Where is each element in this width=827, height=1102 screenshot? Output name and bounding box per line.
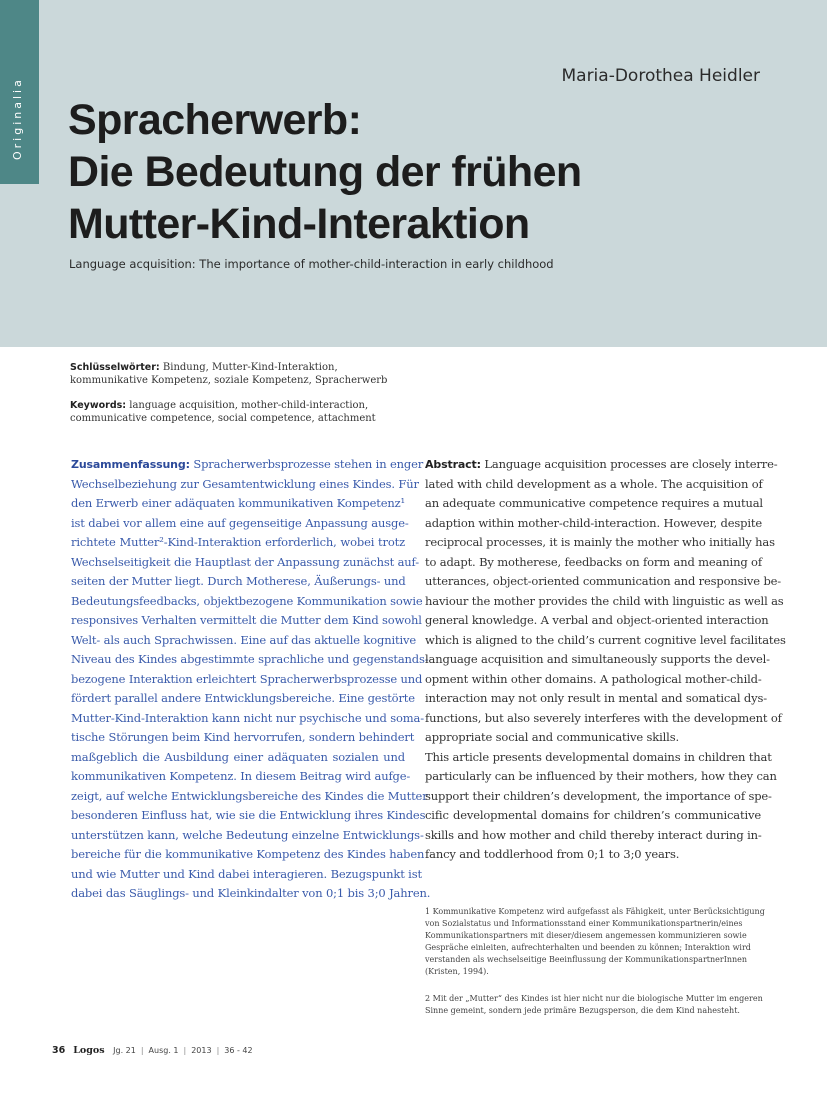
- keywords-line: [70, 361, 387, 374]
- text-line: kommunikativen Kompetenz. In diesem Beitrag wird aufge-: [71, 769, 411, 783]
- title-line: Mutter-Kind-Interaktion: [68, 200, 530, 248]
- text-line: Mutter-Kind-Interaktion kann nicht nur psychische und soma-: [71, 710, 424, 725]
- section-tab-label: Originalia: [11, 77, 24, 160]
- footnote-line: 1 Kommunikative Kompetenz wird aufgefasst als Fähigkeit, unter Berücksichtigung: [425, 907, 765, 916]
- text-line: fancy and toddlerhood from 0;1 to 3;0 years.: [425, 847, 680, 861]
- text-line: utterances, object-oriented communication and responsive be-: [425, 574, 782, 588]
- text-line: functions, but also severely interferes with the development of: [425, 710, 782, 725]
- text-line: den Erwerb einer adäquaten kommunikativen Kompetenz¹: [71, 496, 405, 510]
- keywords-text: Bindung, Mutter-Kind-Interaktion,: [162, 362, 338, 373]
- section-tab: [0, 0, 39, 184]
- text-line: Zusammenfassung: Spracherwerbsprozesse stehen in enger: [71, 457, 424, 471]
- text-line: dabei das Säuglings- und Kleinkindalter von 0;1 bis 3;0 Jahren.: [71, 886, 431, 900]
- keywords-german: [70, 361, 387, 387]
- text-line: particularly can be influenced by their mothers, how they can: [425, 769, 777, 783]
- text-line: Wechselseitigkeit die Hauptlast der Anpassung zunächst auf-: [71, 554, 419, 569]
- text-line: reciprocal processes, it is mainly the mother who initially has: [425, 535, 775, 549]
- text-line: responsives Verhalten vermittelt die Mutter dem Kind sowohl: [71, 613, 422, 627]
- footnote-line: Sinne gemeint, sondern jede primäre Bezugsperson, die dem Kind nahesteht.: [425, 1006, 740, 1015]
- author-name: Maria-Dorothea Heidler: [561, 66, 760, 86]
- keywords-english-label: Keywords:: [70, 400, 127, 411]
- text-line: which is aligned to the child’s current cognitive level facilitates: [425, 632, 786, 647]
- separator: |: [183, 1046, 187, 1055]
- text-line: cific developmental domains for children’s communicative: [425, 808, 761, 822]
- text-line: unterstützen kann, welche Bedeutung einzelne Entwicklungs-: [71, 827, 424, 842]
- footnote-line: verstanden als wechselseitige Beeinflussung der KommunikationspartnerInnen: [425, 955, 748, 964]
- text-line: Niveau des Kindes abgestimmte sprachliche und gegenstands-: [71, 652, 429, 666]
- journal-year: 2013: [191, 1046, 212, 1055]
- keywords-text: kommunikative Kompetenz, soziale Kompetenz, Spracherwerb: [70, 375, 388, 386]
- text-line: ist dabei vor allem eine auf gegenseitige Anpassung ausge-: [71, 515, 409, 530]
- journal-issue: Ausg. 1: [148, 1046, 179, 1055]
- footnote-2: [425, 993, 765, 1017]
- footnote-line: (Kristen, 1994).: [425, 967, 489, 976]
- separator: |: [140, 1046, 144, 1055]
- text-line: zeigt, auf welche Entwicklungsbereiche des Kindes die Mutter: [71, 788, 428, 803]
- text-line: an adequate communicative competence requires a mutual: [425, 496, 763, 510]
- text-line: skills and how mother and child thereby interact during in-: [425, 827, 762, 842]
- header-band: [0, 0, 827, 347]
- footnote-line: von Sozialstatus und Informationsstand einer Kommunikationspartnerin/eines: [425, 919, 743, 928]
- text-line: interaction may not only result in mental and somatical dys-: [425, 691, 767, 705]
- article-title: [68, 94, 768, 250]
- footnote-1: [425, 906, 765, 978]
- zusammenfassung-column: [71, 455, 431, 904]
- page-number: 36: [52, 1045, 66, 1056]
- keywords-text: communicative competence, social competence, attachment: [70, 413, 376, 424]
- text-line: fördert parallel andere Entwicklungsbereiche. Eine gestörte: [71, 691, 415, 705]
- keywords-german-label: Schlüsselwörter:: [70, 362, 160, 373]
- keywords-english: [70, 399, 376, 425]
- text-line: Abstract: Language acquisition processes are closely interre-: [425, 457, 778, 471]
- text-line: general knowledge. A verbal and object-oriented interaction: [425, 613, 769, 627]
- text-line: Bedeutungsfeedbacks, objektbezogene Kommunikation sowie: [71, 593, 423, 608]
- text-line: opment within other domains. A pathological mother-child-: [425, 671, 762, 686]
- text-line: lated with child development as a whole. The acquisition of: [425, 476, 763, 491]
- text-line: bezogene Interaktion erleichtert Spracherwerbsprozesse und: [71, 671, 423, 686]
- text-line: to adapt. By motherese, feedbacks on form and meaning of: [425, 554, 762, 569]
- text-line: besonderen Einfluss hat, wie sie die Entwicklung ihres Kindes: [71, 808, 426, 822]
- text-line: tische Störungen beim Kind hervorrufen, sondern behindert: [71, 730, 415, 744]
- footnote-line: Kommunikationspartners mit dieser/diesem angemessen kommunizieren sowie: [425, 931, 747, 940]
- text-line: maßgeblich die Ausbildung einer adäquaten sozialen und: [71, 749, 405, 764]
- text-line: support their children’s development, the importance of spe-: [425, 788, 772, 803]
- journal-name: Logos: [73, 1045, 105, 1056]
- text-line: bereiche für die kommunikative Kompetenz des Kindes haben: [71, 847, 425, 861]
- title-line: Spracherwerb:: [68, 96, 362, 144]
- text-line: Wechselbeziehung zur Gesamtentwicklung eines Kindes. Für: [71, 476, 419, 491]
- text-line: appropriate social and communicative skills.: [425, 730, 679, 744]
- abstract-column: [425, 455, 786, 865]
- article-subtitle: Language acquisition: The importance of mother-child-interaction in early childhood: [69, 257, 554, 271]
- separator: |: [216, 1046, 220, 1055]
- keywords-line: [70, 399, 376, 412]
- text-line: adaption within mother-child-interaction. However, despite: [425, 515, 763, 530]
- keywords-text: language acquisition, mother-child-interaction,: [129, 400, 369, 411]
- text-line: haviour the mother provides the child with linguistic as well as: [425, 593, 784, 608]
- zusammenfassung-label: Zusammenfassung:: [71, 458, 190, 471]
- title-line: Die Bedeutung der frühen: [68, 148, 582, 196]
- text-line: This article presents developmental domains in children that: [425, 749, 772, 764]
- page-range: 36 - 42: [224, 1046, 253, 1055]
- text-line: Welt- als auch Sprachwissen. Eine auf das aktuelle kognitive: [71, 632, 416, 647]
- text-line: richtete Mutter²-Kind-Interaktion erforderlich, wobei trotz: [71, 535, 405, 549]
- text-line: language acquisition and simultaneously supports the devel-: [425, 652, 770, 666]
- text-line: seiten der Mutter liegt. Durch Motherese, Äußerungs- und: [71, 574, 406, 588]
- footnote-line: 2 Mit der „Mutter“ des Kindes ist hier nicht nur die biologische Mutter im engeren: [425, 994, 763, 1003]
- text-line: und wie Mutter und Kind dabei interagieren. Bezugspunkt ist: [71, 866, 422, 881]
- page-footer: [52, 1045, 253, 1056]
- footnote-line: Gespräche einleiten, aufrechterhalten und beenden zu können; Interaktion wird: [425, 943, 751, 952]
- journal-volume: Jg. 21: [113, 1046, 136, 1055]
- abstract-label: Abstract:: [425, 458, 481, 471]
